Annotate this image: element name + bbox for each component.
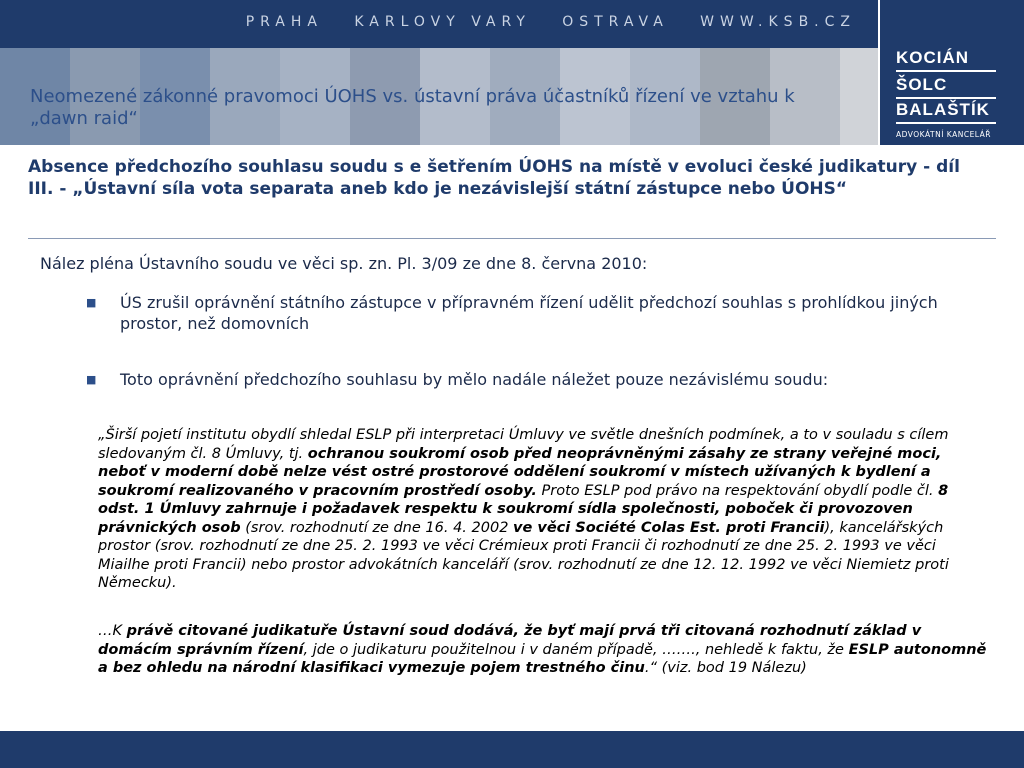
quote-text: , jde o judikaturu použitelnou i v daném případě, ……., nehledě k faktu, že — [303, 641, 849, 658]
firm-logo — [880, 0, 1024, 145]
quote-emphasis: 8 odst. 1 Úmluvy zahrnuje i požadavek respektu k soukromí sídla společnosti, poboček či provozoven právnických osob — [98, 482, 949, 536]
quote-text: …K — [98, 623, 127, 639]
logo-line-1: KOCIÁN — [896, 48, 970, 67]
quote-text: (srov. rozhodnutí ze dne 16. 4. 2002 — [240, 519, 514, 536]
quote-emphasis: ESLP autonomně a bez ohledu na národní klasifikaci vymezuje pojem trestného činu — [98, 641, 987, 676]
top-bar — [0, 0, 878, 48]
bullet-item-2 — [86, 369, 976, 390]
logo-subtitle: ADVOKÁTNÍ KANCELÁŘ — [896, 130, 991, 139]
quote-emphasis: ve věci Société Colas Est. proti Francii — [513, 519, 825, 536]
quote-emphasis: ochranou soukromí osob před neoprávněnými zásahy ze strany veřejné moci, neboť v moderní době nelze vést ostré prostorové oddělení soukromí v místech užívaných k bydlení a soukromí realizovaného v pracovním prostředí osoby. — [98, 445, 942, 499]
quote-paragraph-2 — [98, 622, 988, 678]
cities-banner: PRAHA KARLOVY VARY OSTRAVA WWW.KSB.CZ — [245, 14, 856, 30]
bullet-text: ÚS zrušil oprávnění státního zástupce v přípravném řízení udělit předchozí souhlas s prohlídkou jiných prostor, než domovních — [120, 293, 938, 333]
quote-paragraph-1 — [98, 426, 988, 593]
logo-line-2: ŠOLC — [896, 75, 948, 94]
quote-emphasis: právě citované judikatuře Ústavní soud dodává, že byť mají prvá tři citovaná rozhodnutí základ v domácím správním řízení — [98, 623, 922, 658]
intro-text: Nález pléna Ústavního soudu ve věci sp. zn. Pl. 3/09 ze dne 8. června 2010: — [40, 254, 648, 273]
bullet-item-1 — [86, 292, 976, 334]
footer-bar — [0, 731, 1024, 768]
quote-text: ), kancelářských prostor (srov. rozhodnutí ze dne 25. 2. 1993 ve věci Crémieux proti Francii či rozhodnutí ze dne 25. 2. 1993 ve věci Miailhe proti Francii) nebo prostor advokátních kanceláří (srov. rozhodnutí ze dne 12. 12. 1992 ve věci Niemietz proti Německu). — [98, 519, 949, 591]
divider — [28, 238, 996, 239]
quote-text: Proto ESLP pod právo na respektování obydlí podle čl. — [536, 482, 939, 499]
bullet-text: Toto oprávnění předchozího souhlasu by mělo nadále náležet pouze nezávislému soudu: — [120, 370, 829, 389]
logo-line-3: BALAŠTÍK — [896, 100, 990, 119]
quote-text: .“ (viz. bod 19 Nálezu) — [644, 660, 807, 676]
bullet-square-icon: ■ — [86, 296, 97, 309]
section-heading: Absence předchozího souhlasu soudu s e šetřením ÚOHS na místě v evoluci české judikatury - díl III. - „Ústavní síla vota separata aneb kdo je nezávislejší státní zástupce nebo ÚOHS“ — [28, 157, 960, 199]
slide-title: Neomezené zákonné pravomoci ÚOHS vs. ústavní práva účastníků řízení ve vztahu k „dawn raid“ — [30, 86, 795, 129]
bullet-square-icon: ■ — [86, 373, 97, 386]
quote-text: „Širší pojetí institutu obydlí shledal ESLP při interpretaci Úmluvy ve světle dnešních podmínek, a to v souladu s cílem sledovaným čl. 8 Úmluvy, tj. — [98, 427, 949, 462]
